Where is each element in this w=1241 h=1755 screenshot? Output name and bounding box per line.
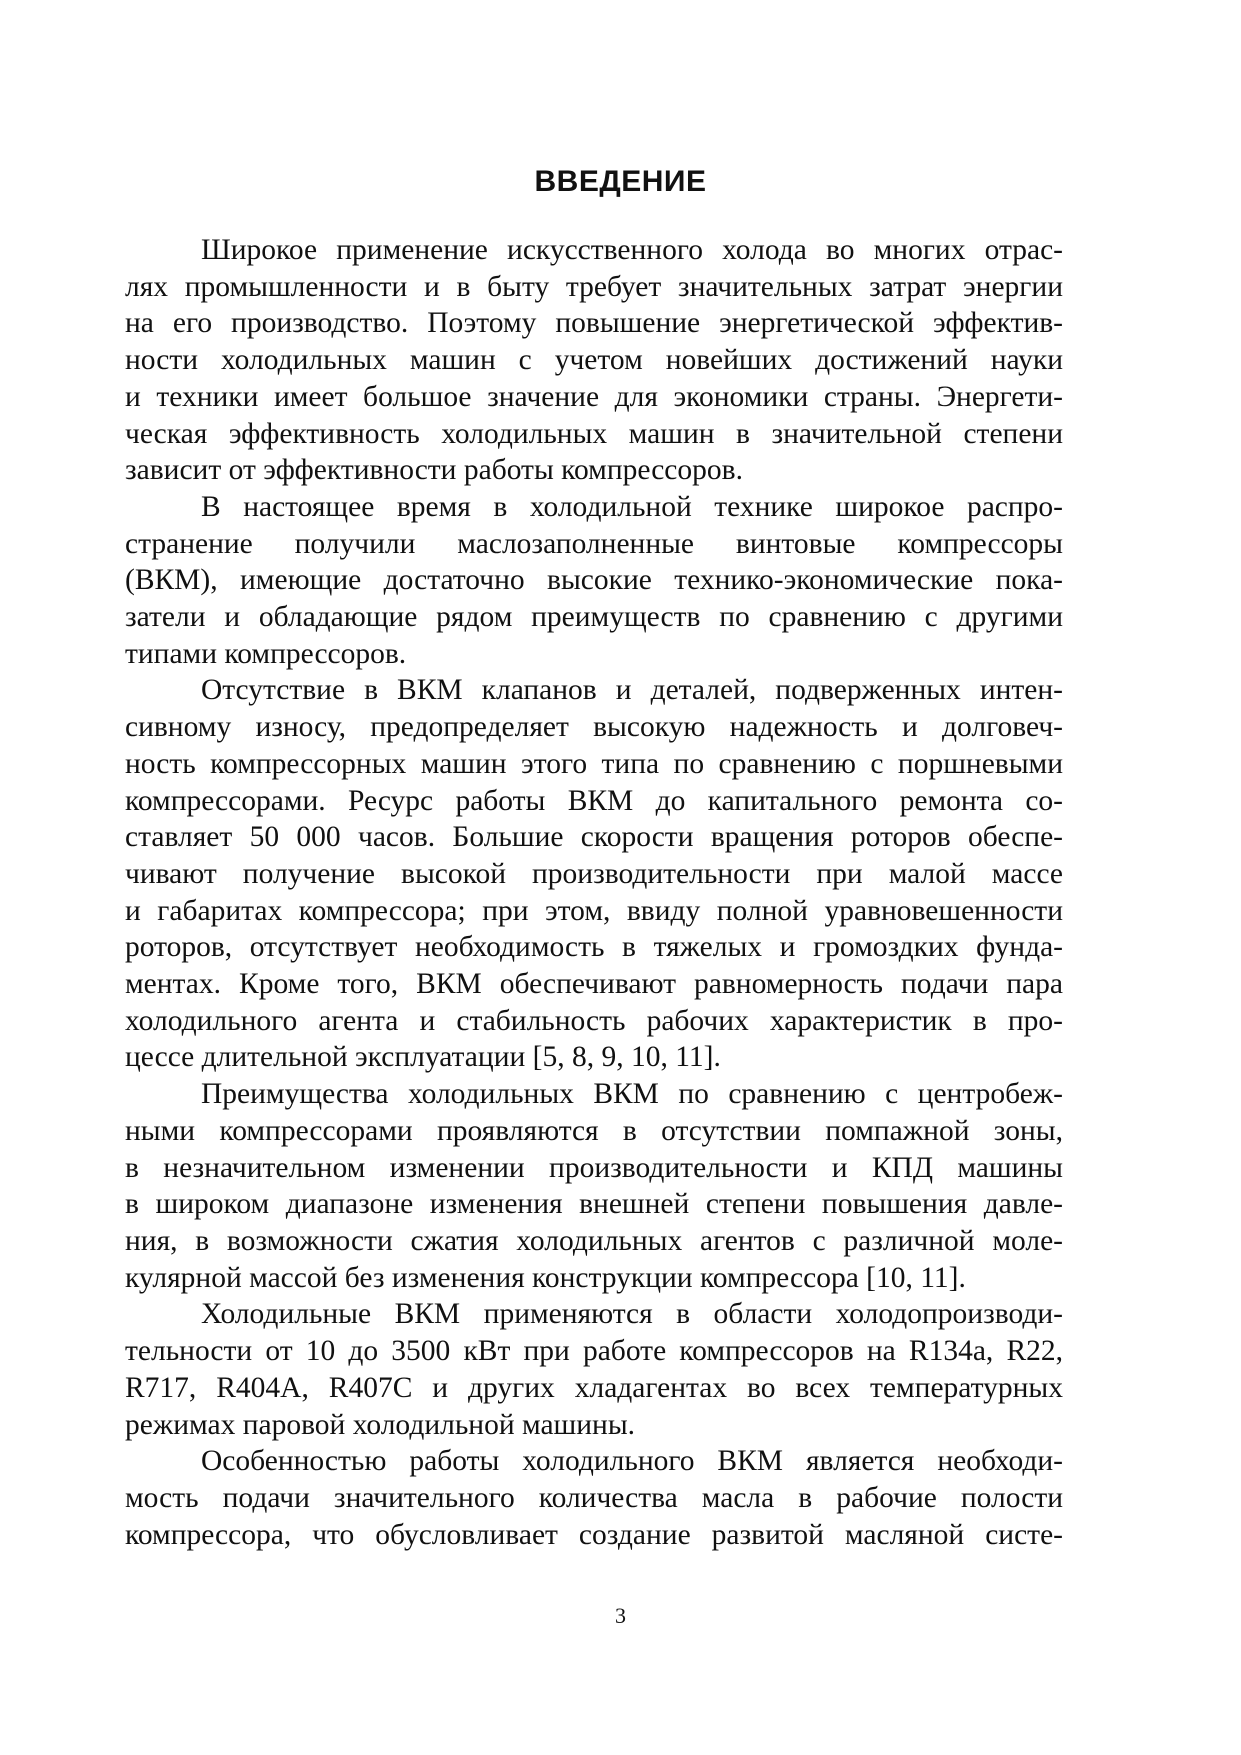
text-line: В настоящее время в холодильной технике широкое распро- <box>201 490 1063 523</box>
paragraph-2 <box>125 489 1063 673</box>
text-line: затели и обладающие рядом преимуществ по сравнению с другими <box>125 601 1063 634</box>
text-line: ность компрессорных машин этого типа по сравнению с поршневыми <box>125 747 1063 780</box>
text-line: компрессорами. Ресурс работы ВКМ до капитального ремонта со- <box>125 784 1063 817</box>
text-line: Особенностью работы холодильного ВКМ является необходи- <box>201 1445 1063 1478</box>
text-line: R717, R404A, R407C и других хладагентах во всех температурных <box>125 1371 1063 1404</box>
text-line: ными компрессорами проявляются в отсутствии помпажной зоны, <box>125 1114 1063 1147</box>
text-line: цессе длительной эксплуатации [5, 8, 9, 10, 11]. <box>125 1041 721 1074</box>
text-line: сивному износу, предопределяет высокую надежность и долговеч- <box>125 711 1063 744</box>
text-line: кулярной массой без изменения конструкции компрессора [10, 11]. <box>125 1261 966 1294</box>
page-title: ВВЕДЕНИЕ <box>534 165 707 198</box>
text-line: компрессора, что обусловливает создание развитой масляной систе- <box>125 1518 1063 1551</box>
text-line: лях промышленности и в быту требует значительных затрат энергии <box>125 270 1063 303</box>
text-line: странение получили маслозаполненные винтовые компрессоры <box>125 527 1063 560</box>
text-line: в широком диапазоне изменения внешней степени повышения давле- <box>125 1188 1063 1221</box>
text-line: типами компрессоров. <box>125 637 407 670</box>
paragraph-6 <box>125 1443 1063 1553</box>
text-line: чивают получение высокой производительности при малой массе <box>125 857 1063 890</box>
text-line: (ВКМ), имеющие достаточно высокие технико-экономические пока- <box>125 564 1063 597</box>
text-line: Широкое применение искусственного холода во многих отрас- <box>201 234 1063 266</box>
text-line: Отсутствие в ВКМ клапанов и деталей, подверженных интен- <box>201 674 1063 707</box>
text-line: ческая эффективность холодильных машин в значительной степени <box>125 417 1063 450</box>
text-line: ния, в возможности сжатия холодильных агентов с различной моле- <box>125 1224 1063 1257</box>
paragraph-5 <box>125 1296 1063 1443</box>
text-line: зависит от эффективности работы компрессоров. <box>125 454 743 487</box>
text-line: тельности от 10 до 3500 кВт при работе компрессоров на R134a, R22, <box>125 1335 1063 1368</box>
text-line: режимах паровой холодильной машины. <box>125 1408 636 1441</box>
text-line: ставляет 50 000 часов. Большие скорости вращения роторов обеспе- <box>125 821 1063 854</box>
text-line: Холодильные ВКМ применяются в области холодопроизводи- <box>201 1298 1063 1331</box>
text-line: роторов, отсутствует необходимость в тяжелых и громоздких фунда- <box>125 931 1063 964</box>
paragraph-3 <box>125 672 1063 1076</box>
text-line: мость подачи значительного количества масла в рабочие полости <box>125 1481 1063 1514</box>
text-line: холодильного агента и стабильность рабочих характеристик в про- <box>125 1004 1063 1037</box>
text-line: и техники имеет большое значение для экономики страны. Энергети- <box>125 380 1063 413</box>
text-line: и габаритах компрессора; при этом, ввиду полной уравновешенности <box>125 894 1063 927</box>
text-line: ментах. Кроме того, ВКМ обеспечивают равномерность подачи пара <box>125 968 1063 1001</box>
text-line: Преимущества холодильных ВКМ по сравнению с центробеж- <box>201 1078 1063 1111</box>
text-line: в незначительном изменении производительности и КПД машины <box>125 1151 1063 1184</box>
text-line: на его производство. Поэтому повышение энергетической эффектив- <box>125 307 1063 340</box>
paragraph-4 <box>125 1076 1063 1296</box>
text-line: ности холодильных машин с учетом новейших достижений науки <box>125 344 1063 377</box>
paragraph-1 <box>125 232 1063 489</box>
body-text <box>125 232 1063 1553</box>
page-number: 3 <box>615 1603 626 1628</box>
